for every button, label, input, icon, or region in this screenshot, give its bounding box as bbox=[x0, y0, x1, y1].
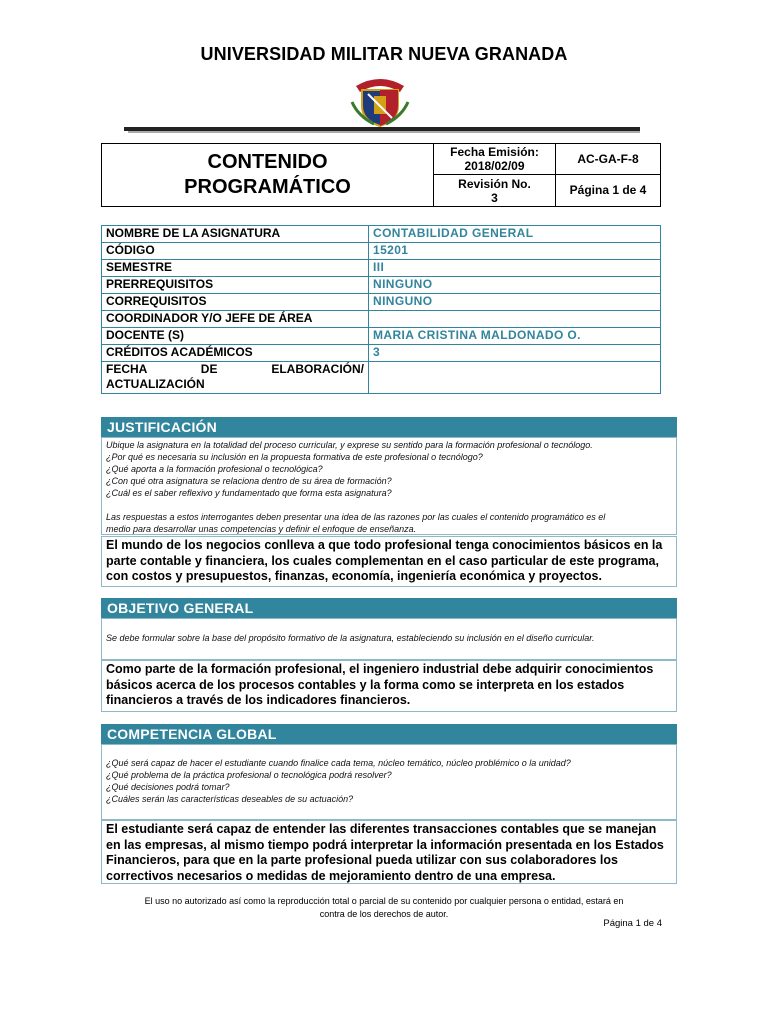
header-page-number: Página 1 de 4 bbox=[569, 183, 647, 197]
info-row: FECHA DE ELABORACIÓN/ ACTUALIZACIÓN bbox=[102, 362, 661, 394]
competencia-guide: ¿Qué será capaz de hacer el estudiante cuando finalice cada tema, núcleo temático, núcleo problémico o la unidad? ¿Qué problema de la práctica profesional o tecnológica podrá resolver? ¿Qué decisiones podrá tomar? ¿Cuáles serán las características deseables de su actuación? bbox=[101, 744, 677, 820]
info-row: COORDINADOR Y/O JEFE DE ÁREA bbox=[102, 311, 661, 328]
course-info-table bbox=[101, 225, 661, 394]
info-row: NOMBRE DE LA ASIGNATURA CONTABILIDAD GENERAL bbox=[102, 226, 661, 243]
competencia-body: El estudiante será capaz de entender las diferentes transacciones contables que se manejan en las empresas, al mismo tiempo podrá interpretar la información presentada en los Estados Financieros, para que en la parte profesional pueda utilizar con sus colaboradores los correctivos necesarios o medidas de mejoramiento dentro de una empresa. bbox=[101, 820, 677, 884]
university-title: UNIVERSIDAD MILITAR NUEVA GRANADA bbox=[200, 44, 568, 64]
info-row: CÓDIGO 15201 bbox=[102, 243, 661, 260]
info-row: CRÉDITOS ACADÉMICOS 3 bbox=[102, 345, 661, 362]
university-crest-icon bbox=[350, 66, 410, 128]
justificacion-body: El mundo de los negocios conlleva a que todo profesional tenga conocimientos básicos en la parte contable y financiera, los cuales complementan en el caso particular de este programa, con costos y presupuestos, finanzas, economía, ingeniería económica y proyectos. bbox=[101, 536, 677, 587]
info-row: CORREQUISITOS NINGUNO bbox=[102, 294, 661, 311]
document-title: CONTENIDO PROGRAMÁTICO bbox=[102, 144, 434, 206]
document-code: AC-GA-F-8 bbox=[556, 144, 660, 175]
revision-number: Revisión No. 3 bbox=[434, 175, 556, 206]
justificacion-guide: Ubique la asignatura en la totalidad del proceso curricular, y exprese su sentido para la formación profesional o tecnólogo. ¿Por qué es necesaria su inclusión en la propuesta formativa de este profesional o tecnólogo? ¿Qué aporta a la formación profesional o tecnológica? ¿Con qué otra asignatura se relaciona dentro de su área de formación? ¿Cuál es el saber reflexivo y fundamentado que forma esta asignatura? Las respuestas a estos interrogantes deben presentar una idea de las razones por las cuales el contenido programático es el medio para desarrollar unas competencias y definir el enfoque de enseñanza. bbox=[101, 437, 677, 535]
objetivo-body: Como parte de la formación profesional, el ingeniero industrial debe adquirir conocimientos básicos acerca de los procesos contables y la forma como se interpreta en los estados financieros a través de los indicadores financieros. bbox=[101, 660, 677, 712]
header-rule-shadow bbox=[128, 131, 640, 133]
info-row: PRERREQUISITOS NINGUNO bbox=[102, 277, 661, 294]
issue-date: Fecha Emisión: 2018/02/09 bbox=[434, 144, 556, 175]
footer-page-number: Página 1 de 4 bbox=[603, 918, 662, 929]
competencia-heading: COMPETENCIA GLOBAL bbox=[101, 724, 677, 744]
info-row: SEMESTRE III bbox=[102, 260, 661, 277]
objetivo-heading: OBJETIVO GENERAL bbox=[101, 598, 677, 618]
document-header-box bbox=[101, 143, 661, 207]
objetivo-guide: Se debe formular sobre la base del propósito formativo de la asignatura, estableciendo su inclusión en el diseño curricular. bbox=[101, 618, 677, 660]
info-row: DOCENTE (S) MARIA CRISTINA MALDONADO O. bbox=[102, 328, 661, 345]
justificacion-heading: JUSTIFICACIÓN bbox=[101, 417, 677, 437]
copyright-notice: El uso no autorizado así como la reproducción total o parcial de su contenido por cualquier persona o entidad, estará en contra de los derechos de autor. bbox=[144, 896, 624, 919]
